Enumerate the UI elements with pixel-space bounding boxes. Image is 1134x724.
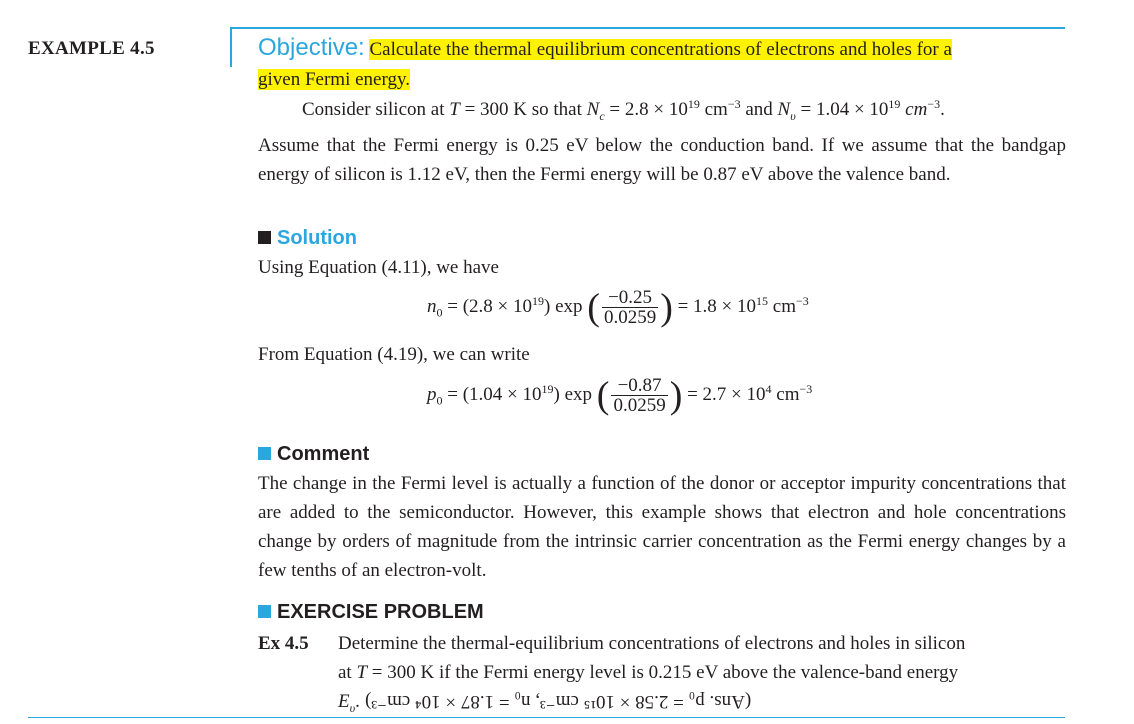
- comment-heading: Comment: [258, 443, 369, 466]
- comment-square-icon: [258, 447, 271, 460]
- exercise-label: Ex 4.5: [258, 633, 309, 654]
- exercise-body: [338, 629, 1068, 723]
- fraction-p0: $\frac{-0.87}{0.0259}$: [613, 375, 666, 416]
- solution-intro2: From Equation (4.19), we can write: [258, 344, 530, 365]
- equation-p0: $p_0 = (1.04 \times 10^{19})$ exp ( $\frac{-0.87}{0.0259}$ ) = $2.7 \times 10^4$ $cm^{-3}$: [427, 374, 813, 417]
- solution-heading: Solution: [258, 227, 357, 250]
- example-body: [258, 95, 1066, 189]
- body-line1: Consider silicon at T = 300 K so that $N_c = 2.8 \times 10^{19}$ $cm^{-3}$ and $N_\upsilon = 1.04 \times 10^{19}$ $cm^{-3}$.: [302, 97, 945, 123]
- exercise-line2: at T = 300 K if the Fermi energy level is 0.215 eV above the valence-band energy: [338, 662, 959, 683]
- exercise-line3: $E_\upsilon$. (Ans. p₀ = 2.58 × 10¹⁵ cm⁻³, n₀ = 1.87 × 10⁴ cm⁻³): [338, 687, 1068, 723]
- fraction-n0: $\frac{-0.25}{0.0259}$: [603, 287, 657, 328]
- equation-n0: $n_0 = (2.8 \times 10^{19})$ exp ( $\frac{-0.25}{0.0259}$ ) = $1.8 \times 10^{15}$ $cm^{-3}$: [427, 286, 809, 329]
- comment-text: The change in the Fermi level is actually a function of the donor or acceptor impurity concentrations that are added to the semiconductor. However, this example shows that electron and hole concentrations change by orders of magnitude from the intrinsic carrier concentration as the Fermi energy changes by a few tenths of an electron-volt.: [258, 473, 1066, 581]
- solution-square-icon: [258, 231, 271, 244]
- exercise-heading: EXERCISE PROBLEM: [258, 601, 484, 624]
- objective-word: Objective:: [258, 34, 365, 61]
- vertical-rule: [230, 27, 232, 67]
- top-rule: [230, 27, 1065, 29]
- body-rest: Assume that the Fermi energy is 0.25 eV below the conduction band. If we assume that the bandgap energy of silicon is 1.12 eV, then the Fermi energy will be 0.87 eV above the valence band.: [258, 134, 1066, 185]
- objective: [258, 33, 1066, 95]
- exercise-line1: Determine the thermal-equilibrium concentrations of electrons and holes in silicon: [338, 633, 966, 654]
- exercise-square-icon: [258, 605, 271, 618]
- example-label: EXAMPLE 4.5: [28, 38, 155, 59]
- solution-intro1: Using Equation (4.11), we have: [258, 257, 499, 278]
- exercise-answer-inverted: (Ans. p₀ = 2.58 × 10¹⁵ cm⁻³, n₀ = 1.87 × 10⁴ cm⁻³): [364, 691, 751, 712]
- objective-text-line1: Calculate the thermal equilibrium concentrations of electrons and holes for a: [369, 39, 952, 60]
- objective-text-line2: given Fermi energy.: [258, 69, 410, 90]
